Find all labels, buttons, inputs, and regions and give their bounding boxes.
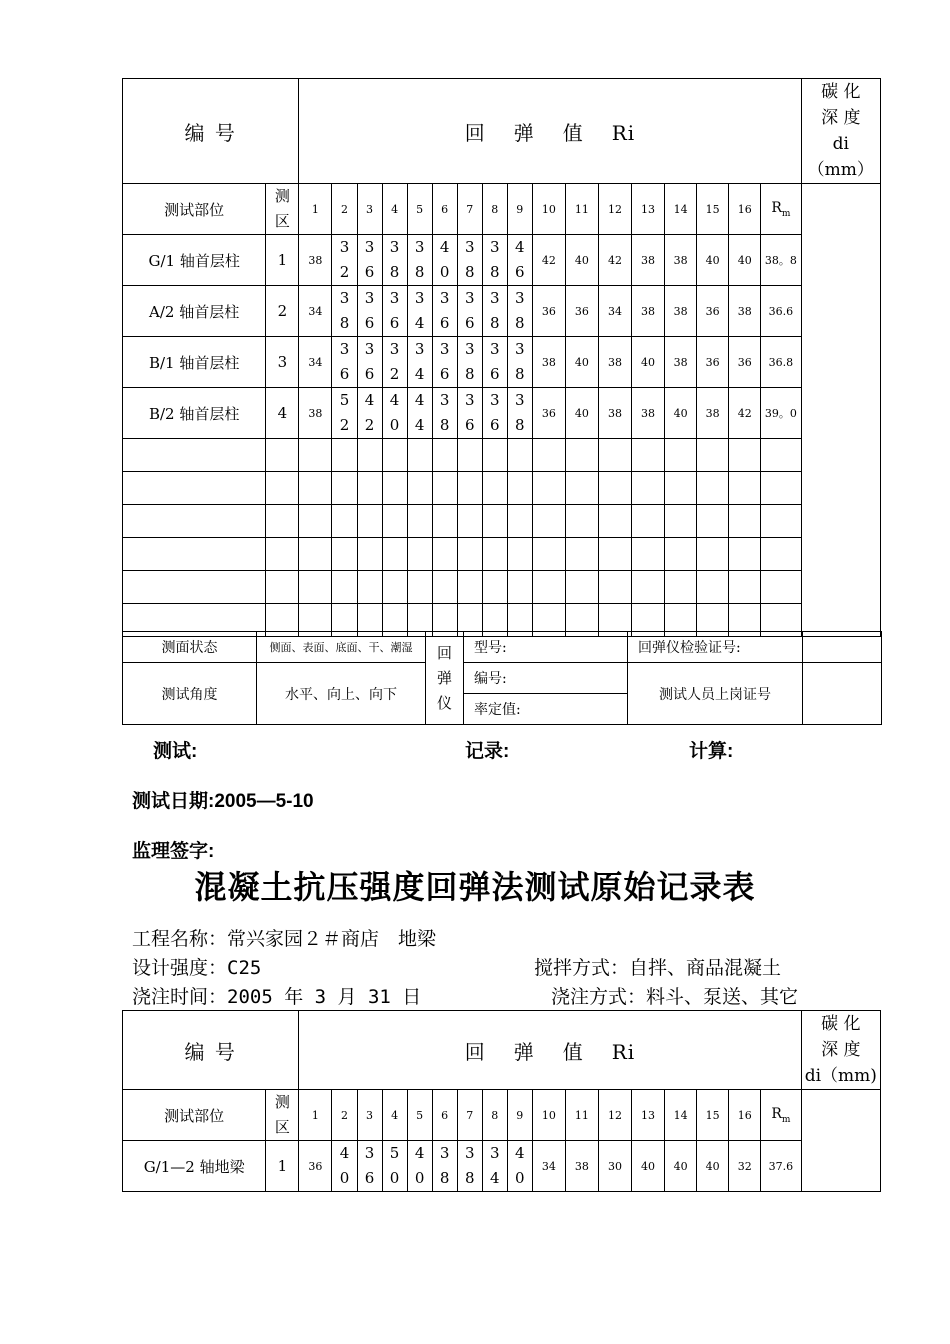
reading: 3 6 (482, 337, 507, 388)
reading: 3 8 (432, 1141, 457, 1192)
reading: 3 8 (457, 235, 482, 286)
surface-state-value: 侧面、表面、底面、干、潮湿 (257, 632, 426, 663)
rebound-table-1 (122, 78, 881, 637)
rebound-instrument-label: 回 弹 仪 (426, 632, 464, 725)
reading: 38 (632, 235, 665, 286)
certificate-field: 回弹仪检验证号: (628, 632, 803, 663)
col-num: 9 (507, 1090, 532, 1141)
col-num: 13 (632, 1090, 665, 1141)
carb-line: 深 度 (821, 1040, 861, 1060)
col-num: 16 (729, 184, 761, 235)
model-field: 型号: (464, 632, 628, 663)
reading: 3 4 (407, 286, 432, 337)
reading: 38 (697, 388, 729, 439)
reading: 3 6 (457, 388, 482, 439)
reading: 38 (299, 235, 332, 286)
test-date: 测试日期:2005—5-10 (132, 791, 314, 812)
col-num: 10 (532, 184, 565, 235)
reading: 40 (565, 235, 598, 286)
carb-line: 碳 化 (821, 82, 861, 102)
ri-word: 回 (464, 120, 486, 145)
reading: 3 2 (382, 337, 407, 388)
col-num: 2 (332, 184, 357, 235)
reading: 36 (299, 1141, 332, 1192)
col-num: 7 (457, 1090, 482, 1141)
zone-char: 区 (274, 212, 290, 230)
col-num: 13 (632, 184, 665, 235)
rebound-value-header (299, 79, 801, 184)
ri-word: Ri (611, 1039, 636, 1064)
col-num: 16 (729, 1090, 761, 1141)
reading: 3 8 (457, 1141, 482, 1192)
col-num: 9 (507, 184, 532, 235)
col-num: 6 (432, 1090, 457, 1141)
carbonation-depth-header (801, 79, 880, 184)
table-row (123, 388, 881, 439)
zone-char: 测 (274, 1093, 290, 1111)
reading: 3 8 (507, 286, 532, 337)
rm-value: 38。8 (761, 235, 801, 286)
ri-word: 回 (464, 1039, 486, 1064)
reading: 3 4 (407, 337, 432, 388)
reading: 4 0 (332, 1141, 357, 1192)
ri-word: 弹 (513, 120, 535, 145)
reading: 42 (729, 388, 761, 439)
reading: 3 6 (382, 286, 407, 337)
reading: 40 (729, 235, 761, 286)
rebound-value-header (299, 1011, 801, 1090)
table-row (123, 337, 881, 388)
col-num: 11 (565, 184, 598, 235)
reading: 38 (632, 388, 665, 439)
col-num: 3 (357, 1090, 382, 1141)
rm-value: 37.6 (761, 1141, 801, 1192)
rm-symbol: R (771, 1105, 782, 1122)
reading: 3 8 (457, 337, 482, 388)
zone-char: 测 (274, 187, 290, 205)
signature-calc: 计算: (689, 741, 734, 762)
reading: 42 (598, 235, 631, 286)
col-num: 1 (299, 184, 332, 235)
reading: 42 (532, 235, 565, 286)
rm-value: 36.6 (761, 286, 801, 337)
reading: 34 (299, 337, 332, 388)
reading: 3 6 (357, 286, 382, 337)
reading: 3 4 (482, 1141, 507, 1192)
table-row (123, 1141, 881, 1192)
reading: 3 8 (407, 235, 432, 286)
reading: 36 (532, 286, 565, 337)
reading: 3 8 (507, 337, 532, 388)
reading: 4 0 (382, 388, 407, 439)
zone-number: 1 (266, 1141, 299, 1192)
rebound-table-2 (122, 1010, 881, 1192)
reading: 3 6 (482, 388, 507, 439)
project-name: 工程名称：常兴家园２＃商店 地梁 (132, 928, 437, 950)
reading: 38 (632, 286, 665, 337)
reading: 38 (665, 337, 697, 388)
test-part: G/1 轴首层柱 (123, 235, 266, 286)
reading: 36 (729, 337, 761, 388)
table-row (123, 235, 881, 286)
design-strength: 设计强度：C25 (132, 957, 262, 979)
table-row (123, 286, 881, 337)
zone-number: 3 (266, 337, 299, 388)
rm-subscript: m (781, 1114, 791, 1125)
zone-number: 1 (266, 235, 299, 286)
reading: 3 6 (357, 337, 382, 388)
zone-number: 4 (266, 388, 299, 439)
ri-word: 值 (562, 1039, 584, 1064)
bianhao-header: 编 号 (123, 79, 299, 184)
carb-line: （mm） (807, 160, 874, 180)
pour-method: 浇注方式：料斗、泵送、其它 (551, 986, 799, 1008)
reading: 34 (299, 286, 332, 337)
col-num: 7 (457, 184, 482, 235)
staff-cert-label: 测试人员上岗证号 (628, 663, 803, 725)
carbonation-value-cell (801, 1090, 880, 1192)
reading: 3 6 (357, 1141, 382, 1192)
reading: 3 8 (432, 388, 457, 439)
reading: 40 (632, 1141, 665, 1192)
carbonation-value-cell (801, 184, 880, 637)
reading: 38 (665, 286, 697, 337)
reading: 36 (697, 286, 729, 337)
col-test-part: 测试部位 (123, 184, 266, 235)
reading: 40 (565, 337, 598, 388)
carb-line: 深 度 (821, 108, 861, 128)
test-part: B/1 轴首层柱 (123, 337, 266, 388)
reading: 38 (665, 235, 697, 286)
reading: 3 6 (457, 286, 482, 337)
reading: 5 2 (332, 388, 357, 439)
reading: 30 (598, 1141, 631, 1192)
rm-symbol: R (771, 199, 782, 216)
empty-row (123, 472, 881, 505)
reading: 3 8 (507, 388, 532, 439)
reading: 4 4 (407, 388, 432, 439)
col-rm (761, 184, 801, 235)
reading: 4 6 (507, 235, 532, 286)
reading: 40 (697, 235, 729, 286)
reading: 3 8 (482, 235, 507, 286)
col-num: 15 (697, 1090, 729, 1141)
zone-number: 2 (266, 286, 299, 337)
col-num: 3 (357, 184, 382, 235)
test-part: G/1—2 轴地梁 (123, 1141, 266, 1192)
reading: 3 6 (357, 235, 382, 286)
col-rm (761, 1090, 801, 1141)
reading: 38 (729, 286, 761, 337)
reading: 38 (565, 1141, 598, 1192)
bianhao-header: 编 号 (123, 1011, 299, 1090)
reading: 36 (565, 286, 598, 337)
col-num: 11 (565, 1090, 598, 1141)
test-part: B/2 轴首层柱 (123, 388, 266, 439)
staff-cert-value (803, 663, 882, 725)
reading: 36 (697, 337, 729, 388)
col-num: 15 (697, 184, 729, 235)
instrument-info-table (122, 631, 882, 725)
col-num: 6 (432, 184, 457, 235)
reading: 40 (697, 1141, 729, 1192)
reading: 5 0 (382, 1141, 407, 1192)
reading: 4 0 (507, 1141, 532, 1192)
empty-row (123, 439, 881, 472)
rm-subscript: m (781, 208, 791, 219)
calibration-field: 率定值: (464, 694, 628, 725)
col-num: 4 (382, 184, 407, 235)
test-angle-value: 水平、向上、向下 (257, 663, 426, 725)
reading: 3 6 (432, 337, 457, 388)
reading: 40 (565, 388, 598, 439)
col-num: 5 (407, 1090, 432, 1141)
carb-line: di (832, 134, 849, 154)
pour-time: 浇注时间：2005 年 3 月 31 日 (132, 986, 422, 1008)
carb-line: di（mm) (804, 1066, 877, 1086)
test-angle-label: 测试角度 (123, 663, 257, 725)
zone-char: 区 (274, 1118, 290, 1136)
test-part: A/2 轴首层柱 (123, 286, 266, 337)
reading: 3 6 (332, 337, 357, 388)
signature-record: 记录: (465, 741, 510, 762)
empty-row (123, 505, 881, 538)
reading: 4 0 (407, 1141, 432, 1192)
mixing-method: 搅拌方式：自拌、商品混凝土 (534, 957, 782, 979)
reading: 3 2 (332, 235, 357, 286)
reading: 34 (598, 286, 631, 337)
col-num: 5 (407, 184, 432, 235)
col-num: 12 (598, 1090, 631, 1141)
reading: 3 8 (382, 235, 407, 286)
col-num: 14 (665, 184, 697, 235)
reading: 3 6 (432, 286, 457, 337)
certificate-value (803, 632, 882, 663)
reading: 40 (665, 388, 697, 439)
ri-word: 弹 (513, 1039, 535, 1064)
ri-word: 值 (562, 120, 584, 145)
empty-row (123, 571, 881, 604)
reading: 38 (598, 337, 631, 388)
reading: 40 (665, 1141, 697, 1192)
rm-value: 36.8 (761, 337, 801, 388)
reading: 36 (532, 388, 565, 439)
signature-test: 测试: (153, 741, 198, 762)
reading: 4 0 (432, 235, 457, 286)
reading: 38 (299, 388, 332, 439)
supervisor-signature: 监理签字: (132, 841, 215, 862)
number-field: 编号: (464, 663, 628, 694)
reading: 38 (532, 337, 565, 388)
carbonation-depth-header (801, 1011, 880, 1090)
rm-value: 39。0 (761, 388, 801, 439)
reading: 38 (598, 388, 631, 439)
col-num: 1 (299, 1090, 332, 1141)
reading: 3 8 (482, 286, 507, 337)
reading: 3 8 (332, 286, 357, 337)
reading: 34 (532, 1141, 565, 1192)
col-zone (266, 1090, 299, 1141)
reading: 4 2 (357, 388, 382, 439)
col-num: 10 (532, 1090, 565, 1141)
col-num: 4 (382, 1090, 407, 1141)
reading: 40 (632, 337, 665, 388)
col-num: 2 (332, 1090, 357, 1141)
surface-state-label: 测面状态 (123, 632, 257, 663)
empty-row (123, 538, 881, 571)
col-zone (266, 184, 299, 235)
col-test-part: 测试部位 (123, 1090, 266, 1141)
col-num: 8 (482, 184, 507, 235)
ri-word: Ri (611, 120, 636, 145)
page-title: 混凝土抗压强度回弹法测试原始记录表 (194, 868, 756, 906)
reading: 32 (729, 1141, 761, 1192)
carb-line: 碳 化 (821, 1014, 861, 1034)
col-num: 8 (482, 1090, 507, 1141)
col-num: 14 (665, 1090, 697, 1141)
col-num: 12 (598, 184, 631, 235)
